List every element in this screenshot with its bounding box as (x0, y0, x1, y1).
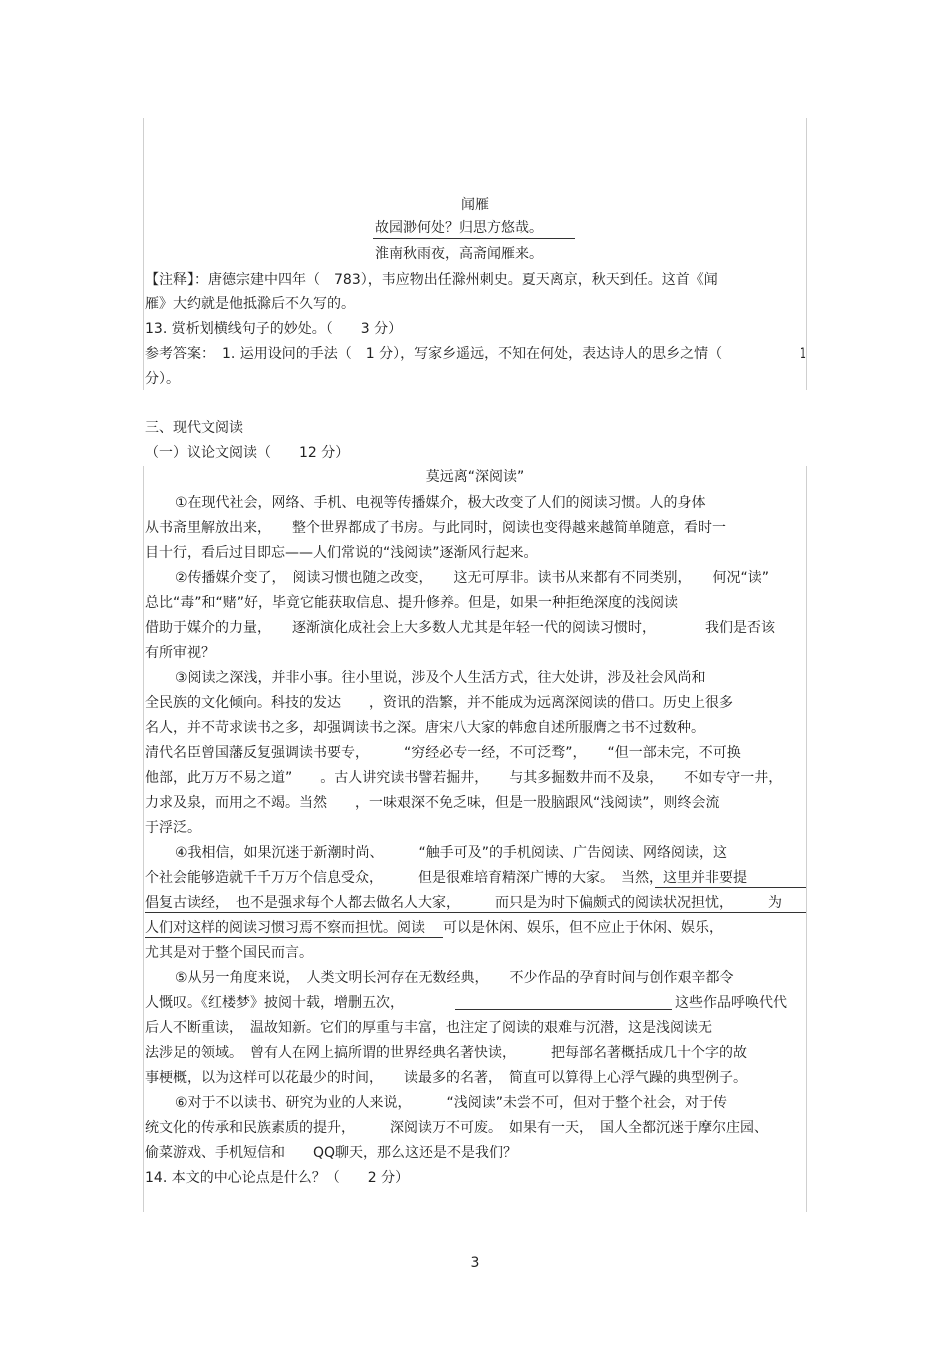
p6-line-3: 偷菜游戏、手机短信和 QQ聊天，那么这还是不是我们？ (145, 1145, 518, 1161)
p4-line-4b: 可以是休闲、娱乐，但不应止于休闲、娱乐， (443, 920, 723, 936)
p5-line-5: 事梗概，以为这样可以花最少的时间， 读最多的名著， 简直可以算得上心浮气躁的典型例子。 (145, 1070, 747, 1086)
p3-line-6: 力求及泉，而用之不竭。当然 ，一味艰深不免乏味，但是一股脑跟风“浅阅读”，则终会流 (145, 795, 720, 811)
right-margin-line-top (806, 118, 807, 390)
p3-line-4: 清代名臣曾国藩反复强调读书要专， “穷经必专一经，不可泛骛”， “但一部未完，不可换 (145, 745, 741, 761)
note-line-2: 雁》大约就是他抵滁后不久写的。 (145, 296, 355, 312)
section-subheading: （一）议论文阅读（ 12 分） (145, 445, 350, 461)
answer-13-line-2: 分）。 (145, 371, 180, 387)
p4-underline-3 (145, 937, 443, 938)
p3-line-3: 名人，并不苛求读书之多，却强调读书之深。唐宋八大家的韩愈自述所服膺之书不过数种。 (145, 720, 705, 736)
question-14: 14. 本文的中心论点是什么？（ 2 分） (145, 1170, 410, 1186)
answer-13-line-1: 参考答案： 1. 运用设问的手法（ 1 分），写家乡遥远，不知在何处，表达诗人的思乡之情（ (145, 346, 723, 362)
poem-title: 闻雁 (461, 197, 489, 213)
poem-line-1: 故园渺何处？归思方悠哉。 (375, 220, 543, 236)
p1-line-2: 从书斋里解放出来， 整个世界都成了书房。与此同时，阅读也变得越来越简单随意，看时一 (145, 520, 726, 536)
p5-line-2b: 这些作品呼唤代代 (675, 995, 787, 1011)
section-heading: 三、现代文阅读 (145, 420, 243, 436)
p4-line-4a: 人们对这样的阅读习惯习焉不察而担忧。阅读 (145, 920, 425, 936)
p4-line-3: 倡复古读经， 也不是强求每个人都去做名人大家， 而只是为时下偏颇式的阅读状况担忧， 为 (145, 895, 782, 911)
p4-underline-1 (655, 887, 806, 888)
right-margin-line-bottom (806, 466, 807, 1212)
p5-line-2a: 人慨叹。《红楼梦》披阅十载，增删五次， (145, 995, 404, 1011)
p3-line-1: ③阅读之深浅，并非小事。往小里说，涉及个人生活方式，往大处讲，涉及社会风尚和 (175, 670, 706, 686)
p1-line-1: ①在现代社会，网络、手机、电视等传播媒介，极大改变了人们的阅读习惯。人的身体 (175, 495, 706, 511)
page-number: 3 (470, 1255, 480, 1271)
p2-line-1: ②传播媒介变了， 阅读习惯也随之改变， 这无可厚非。读书从来都有不同类别， 何况“读” (175, 570, 770, 586)
p5-blank[interactable] (455, 1009, 672, 1010)
p6-line-1: ⑥对于不以读书、研究为业的人来说， “浅阅读”未尝不可，但对于整个社会，对于传 (175, 1095, 728, 1111)
left-margin-line-top (143, 118, 144, 390)
p5-line-4: 法涉足的领域。 曾有人在网上搞所谓的世界经典名著快读， 把每部名著概括成几十个字的故 (145, 1045, 747, 1061)
p4-underline-2 (145, 912, 806, 913)
p4-line-5: 尤其是对于整个国民而言。 (145, 945, 313, 961)
p2-line-2: 总比“毒”和“赌”好，毕竟它能获取信息、提升修养。但是，如果一种拒绝深度的浅阅读 (145, 595, 679, 611)
p4-line-2: 个社会能够造就千千万万个信息受众， 但是很难培育精深广博的大家。 当然，这里并非要提 (145, 870, 747, 886)
p3-line-5: 他部，此万万不易之道” 。古人讲究读书譬若掘井， 与其多掘数井而不及泉， 不如专守一井， (145, 770, 783, 786)
p4-line-1: ④我相信，如果沉迷于新潮时尚、 “触手可及”的手机阅读、广告阅读、网络阅读，这 (175, 845, 728, 861)
p2-line-4: 有所审视？ (145, 645, 215, 661)
p1-line-3: 目十行，看后过目即忘——人们常说的“浅阅读”逐渐风行起来。 (145, 545, 538, 561)
poem-underline (373, 238, 575, 239)
p2-line-3: 借助于媒介的力量， 逐渐演化成社会上大多数人尤其是年轻一代的阅读习惯时， 我们是否该 (145, 620, 775, 636)
poem-line-2: 淮南秋雨夜，高斋闻雁来。 (375, 246, 543, 262)
answer-13-line-1-end: 1 (800, 346, 806, 362)
p3-line-7: 于浮泛。 (145, 820, 201, 836)
article-title: 莫远离“深阅读” (425, 469, 525, 485)
p5-line-3: 后人不断重读， 温故知新。它们的厚重与丰富，也注定了阅读的艰难与沉潜，这是浅阅读无 (145, 1020, 712, 1036)
p6-line-2: 统文化的传承和民族素质的提升， 深阅读万不可废。 如果有一天， 国人全都沉迷于摩尔庄园、 (145, 1120, 768, 1136)
question-13: 13. 赏析划横线句子的妙处。（ 3 分） (145, 321, 403, 337)
p5-line-1: ⑤从另一角度来说， 人类文明长河存在无数经典， 不少作品的孕育时间与创作艰辛都令 (175, 970, 734, 986)
left-margin-line-bottom (143, 466, 144, 1212)
note-line-1: 【注释】：唐德宗建中四年（ 783），韦应物出任滁州刺史。夏天离京，秋天到任。这首《闻 (145, 272, 718, 288)
p3-line-2: 全民族的文化倾向。科技的发达 ，资讯的浩繁，并不能成为远离深阅读的借口。历史上很多 (145, 695, 733, 711)
